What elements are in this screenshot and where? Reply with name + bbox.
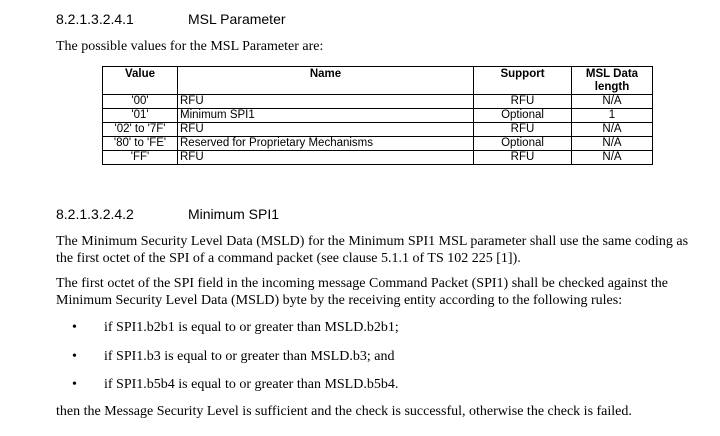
cell-name: RFU — [178, 95, 474, 109]
cell-support: RFU — [474, 151, 572, 165]
cell-value: '02' to '7F' — [103, 123, 178, 137]
header-msl-data-length: MSL Data length — [572, 67, 653, 95]
cell-value: '80' to 'FE' — [103, 137, 178, 151]
list-item-text: if SPI1.b5b4 is equal to or greater than MSLD.b5b4. — [104, 377, 399, 392]
cell-length: N/A — [572, 137, 653, 151]
list-item — [72, 376, 398, 393]
section-heading-msl-parameter — [56, 10, 286, 28]
cell-name: Minimum SPI1 — [178, 109, 474, 123]
cell-name: RFU — [178, 151, 474, 165]
cell-support: RFU — [474, 123, 572, 137]
header-value: Value — [103, 67, 178, 95]
table-row — [103, 137, 653, 151]
list-item-text: if SPI1.b3 is equal to or greater than MSLD.b3; and — [104, 349, 395, 364]
table-header-row — [103, 67, 653, 95]
intro-paragraph: The possible values for the MSL Parameter are: — [56, 39, 324, 54]
cell-value: '00' — [103, 95, 178, 109]
bullet-marker: • — [72, 349, 77, 364]
cell-support: RFU — [474, 95, 572, 109]
table-row — [103, 123, 653, 137]
bullet-marker: • — [72, 320, 77, 335]
cell-length: N/A — [572, 151, 653, 165]
spi-check-paragraph: The first octet of the SPI field in the incoming message Command Packet (SPI1) shall be checked against the Minimum Security Level Data (MSLD) byte by the receiving entity according to the following rules: — [56, 276, 668, 308]
msld-coding-paragraph: The Minimum Security Level Data (MSLD) for the Minimum SPI1 MSL parameter shall use the same coding as the first octet of the SPI of a command packet (see clause 5.1.1 of TS 102 225 [1]). — [56, 234, 689, 266]
list-item-text: if SPI1.b2b1 is equal to or greater than MSLD.b2b1; — [104, 320, 399, 335]
header-support: Support — [474, 67, 572, 95]
cell-value: '01' — [103, 109, 178, 123]
cell-length: N/A — [572, 95, 653, 109]
section-number: 8.2.1.3.2.4.2 — [56, 206, 134, 222]
cell-value: 'FF' — [103, 151, 178, 165]
cell-support: Optional — [474, 137, 572, 151]
cell-name: Reserved for Proprietary Mechanisms — [178, 137, 474, 151]
cell-name: RFU — [178, 123, 474, 137]
bullet-marker: • — [72, 377, 77, 392]
list-item — [72, 348, 394, 365]
table-row — [103, 95, 653, 109]
list-item — [72, 319, 399, 336]
table-row — [103, 151, 653, 165]
table-row — [103, 109, 653, 123]
cell-support: Optional — [474, 109, 572, 123]
section-number: 8.2.1.3.2.4.1 — [56, 11, 134, 27]
msl-parameter-table — [102, 66, 653, 165]
cell-length: 1 — [572, 109, 653, 123]
section-title: MSL Parameter — [188, 11, 286, 27]
header-name: Name — [178, 67, 474, 95]
conclusion-paragraph: then the Message Security Level is sufficient and the check is successful, otherwise the check is failed. — [56, 404, 632, 419]
section-heading-minimum-spi1 — [56, 205, 279, 223]
cell-length: N/A — [572, 123, 653, 137]
section-title: Minimum SPI1 — [188, 206, 280, 222]
